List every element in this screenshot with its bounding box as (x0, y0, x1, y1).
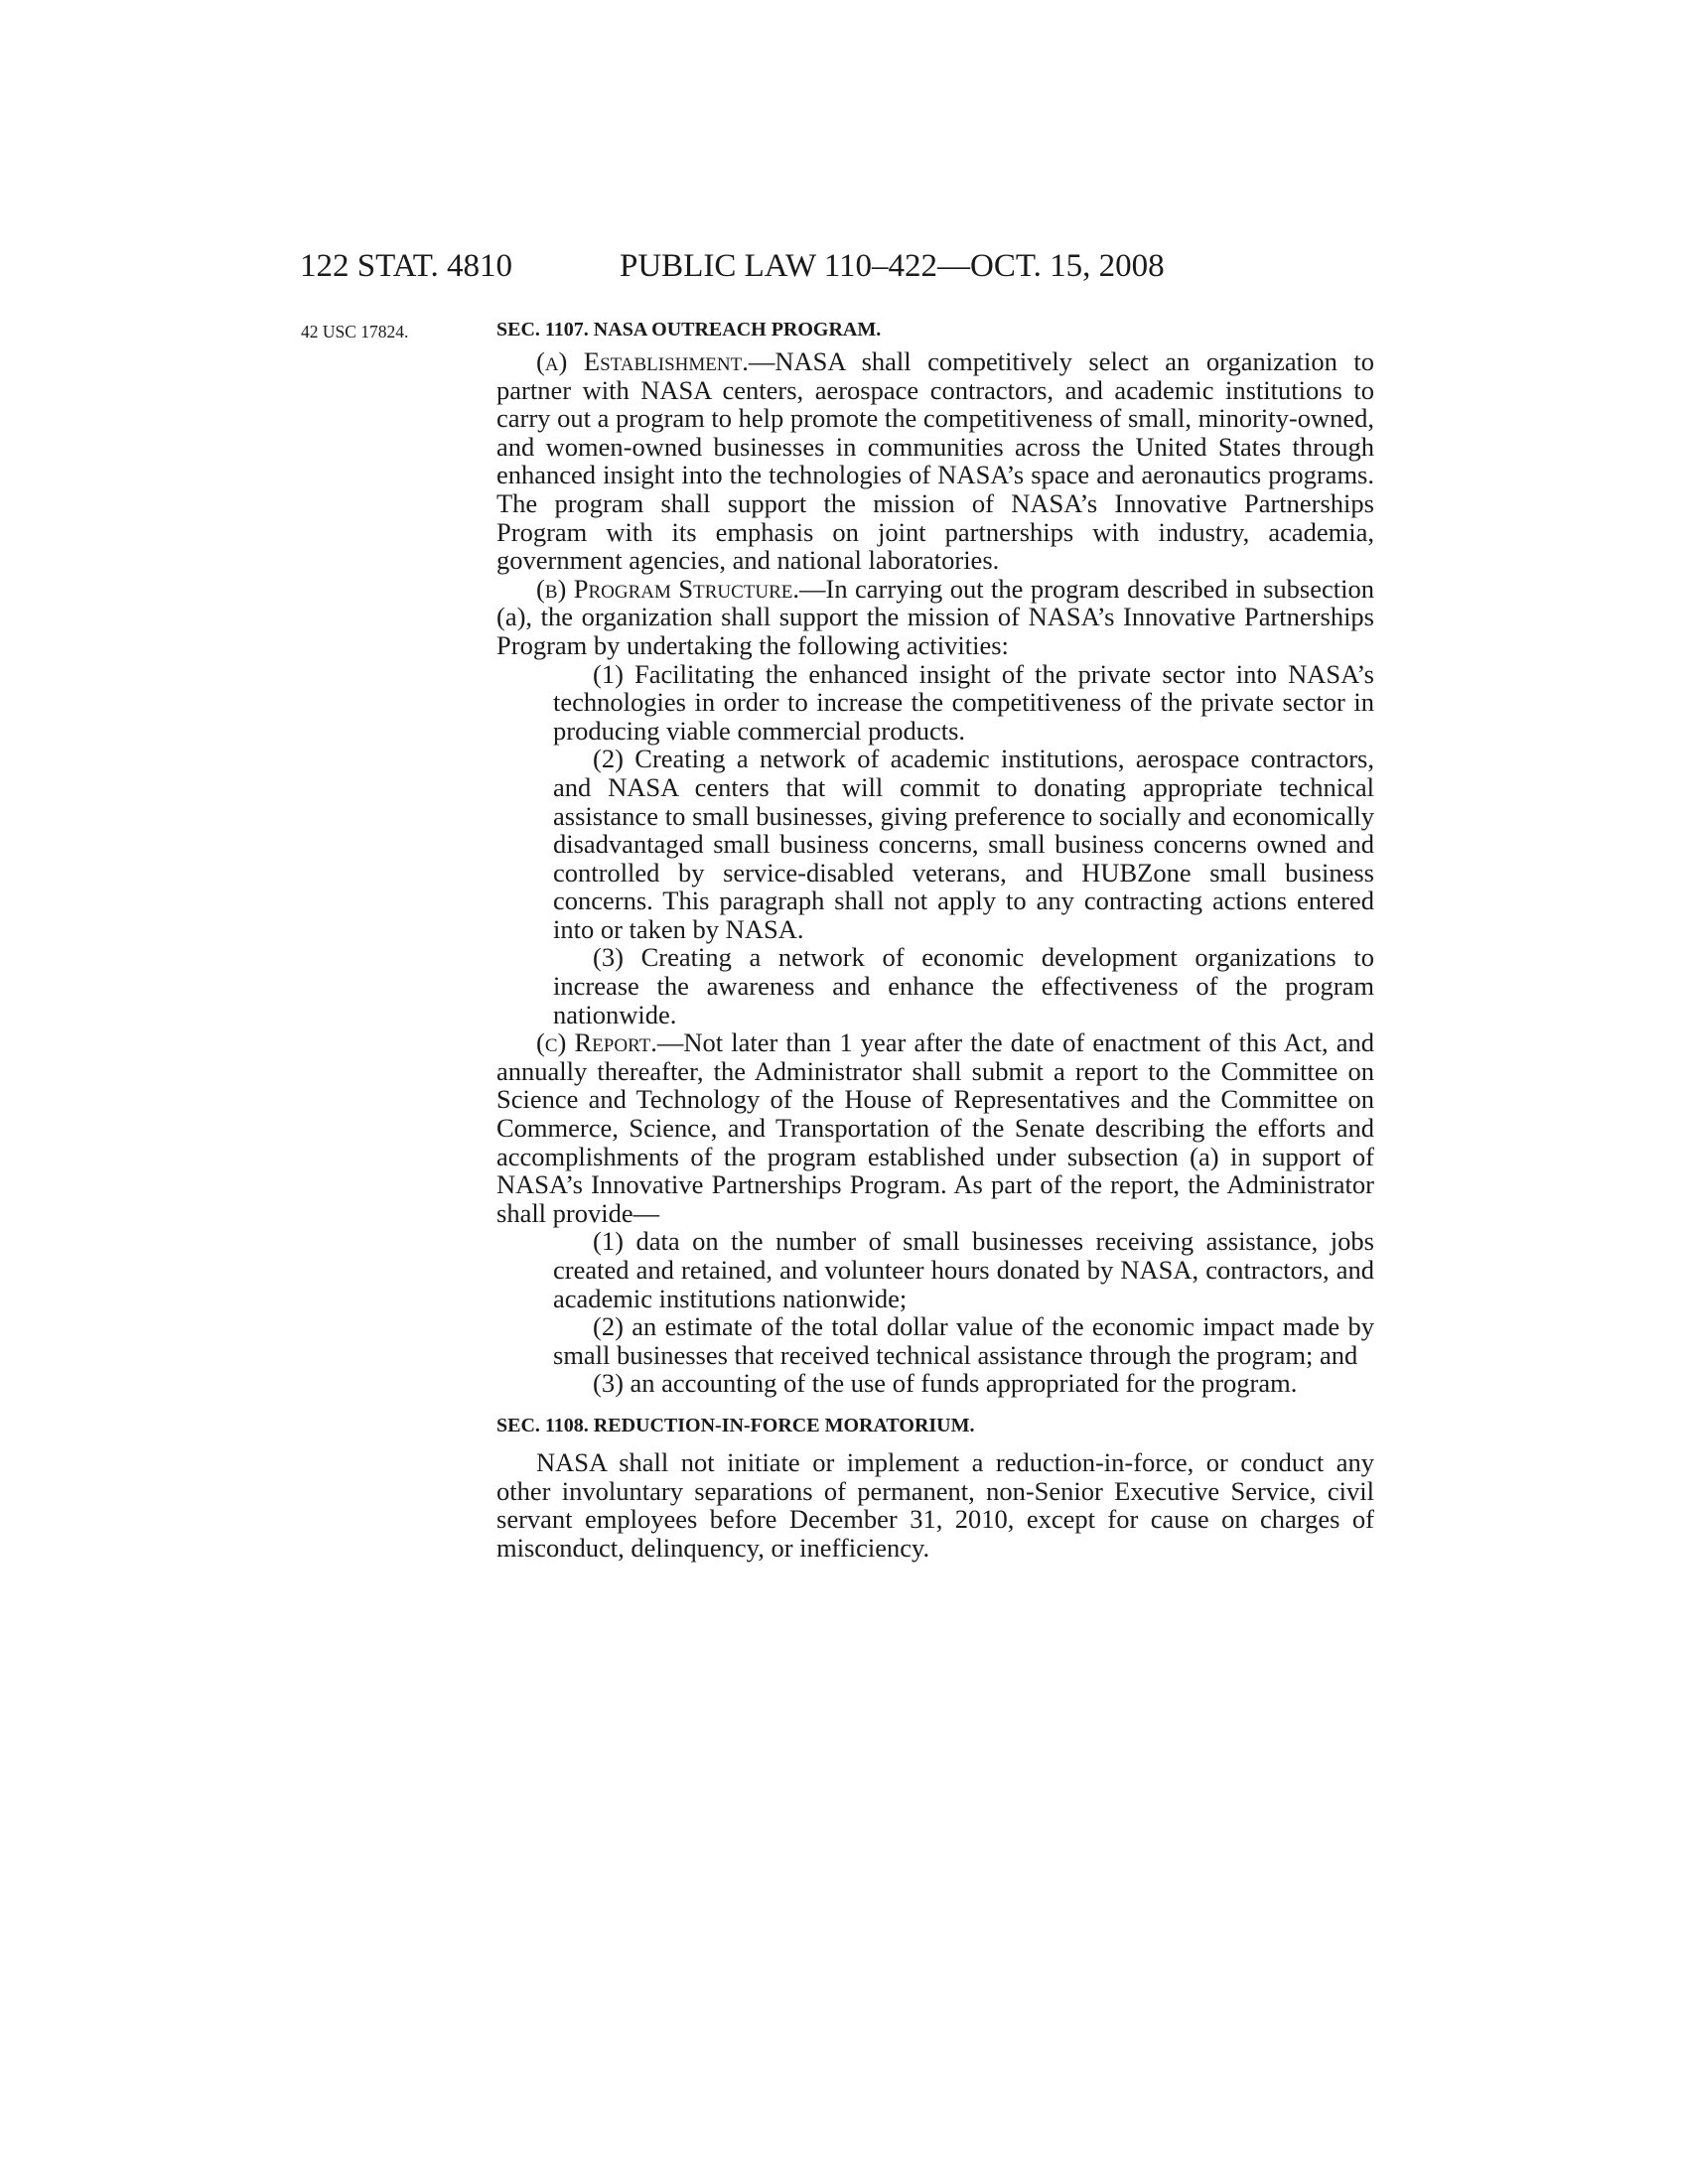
subsection-b (496, 575, 1374, 660)
usc-margin-note: 42 USC 17824. (301, 322, 409, 341)
public-law-title: PUBLIC LAW 110–422—OCT. 15, 2008 (620, 248, 1165, 284)
subsection-c-item-3: (3) an accounting of the use of funds appropriated for the program. (593, 1368, 1298, 1399)
subsection-c-item-2: (2) an estimate of the total dollar value of the economic impact made by small businesses that received technical assistance through the program; and (553, 1311, 1374, 1370)
subsection-a-text: —NASA shall competitively select an organization to partner with NASA centers, aerospace contractors, and academic institutions to carry out a program to help promote the competitiveness of small, minority-owned, and women-owned businesses in communities across the United States through enhanced insight into the technologies of NASA’s space and aeronautics programs. The program shall support the mission of NASA’s Innovative Partnerships Program with its emphasis on joint partnerships with industry, academia, government agencies, and national laboratories. (496, 346, 1374, 576)
page-header (300, 246, 1372, 286)
section-1108-heading: SEC. 1108. REDUCTION-IN-FORCE MORATORIUM. (496, 1414, 975, 1436)
subsection-b-item-2: (2) Creating a network of academic institutions, aerospace contractors, and NASA centers that will commit to donating appropriate technical assistance to small businesses, giving preference to socially and economically disadvantaged small business concerns, small business concerns owned and controlled by service-disabled veterans, and HUBZone small business concerns. This paragraph shall not apply to any contracting actions entered into or taken by NASA. (553, 744, 1374, 944)
subsection-b-label: (b) Program Structure. (536, 573, 799, 604)
subsection-a-label: (a) Establishment. (536, 346, 749, 376)
section-1107-heading: SEC. 1107. NASA OUTREACH PROGRAM. (496, 319, 882, 341)
subsection-c-item-1: (1) data on the number of small businesses receiving assistance, jobs created and retained, and volunteer hours donated by NASA, contractors, and academic institutions nationwide; (553, 1226, 1374, 1313)
subsection-c-text: —Not later than 1 year after the date of enactment of this Act, and annually thereafter, the Administrator shall submit a report to the Committee on Science and Technology of the House of Representatives and the Committee on Commerce, Science, and Transportation of the Senate describing the efforts and accomplishments of the program established under subsection (a) in support of NASA’s Innovative Partnerships Program. As part of the report, the Administrator shall provide— (496, 1027, 1375, 1228)
document-body (496, 316, 1374, 1562)
statute-page-reference: 122 STAT. 4810 (300, 248, 513, 284)
subsection-c (496, 1028, 1374, 1227)
section-1108-text: NASA shall not initiate or implement a reduction-in-force, or conduct any other involuntary separations of permanent, non-Senior Executive Service, civil servant employees before December 31, 2010, except for cause on charges of misconduct, delinquency, or inefficiency. (496, 1446, 1374, 1563)
subsection-a (496, 347, 1374, 575)
subsection-b-item-3: (3) Creating a network of economic development organizations to increase the awareness and enhance the effectiveness of the program nationwide. (553, 942, 1374, 1029)
subsection-c-label: (c) Report. (536, 1027, 657, 1058)
subsection-b-text: —In carrying out the program described in subsection (a), the organization shall support the mission of NASA’s Innovative Partnerships Program by undertaking the following activities: (496, 573, 1374, 660)
subsection-b-item-1: (1) Facilitating the enhanced insight of the private sector into NASA’s technologies in order to increase the competitiveness of the private sector in producing viable commercial products. (553, 658, 1374, 746)
